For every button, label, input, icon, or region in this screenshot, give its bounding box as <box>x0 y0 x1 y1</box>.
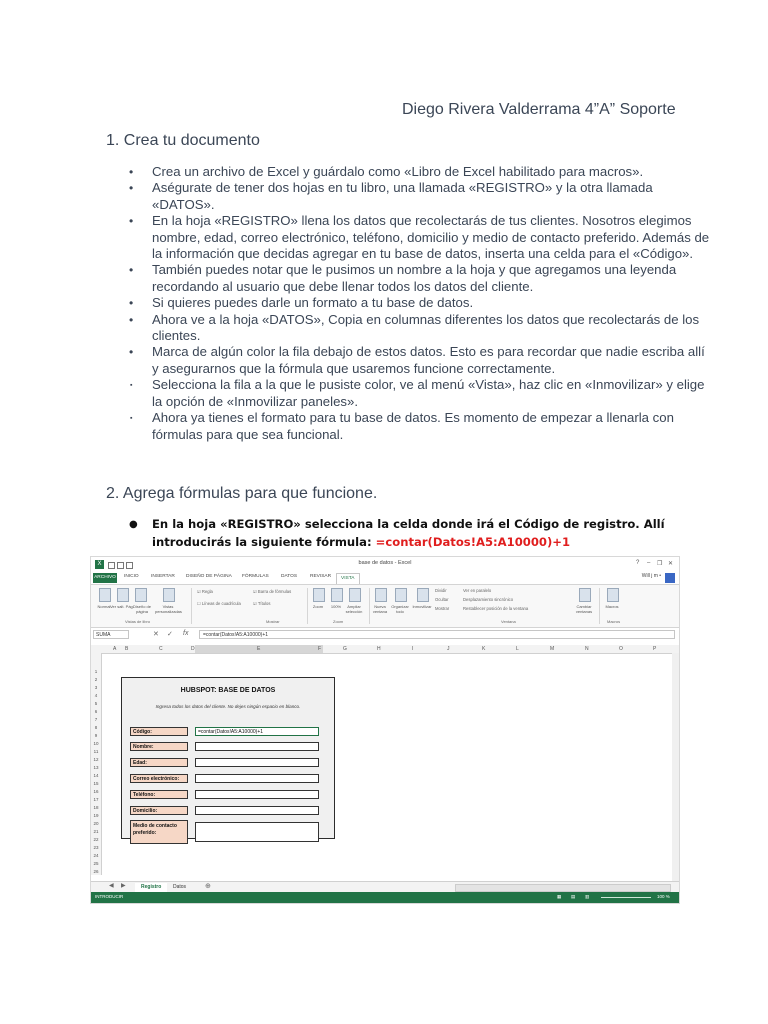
section-2-bullet <box>152 516 712 551</box>
new-window-icon[interactable] <box>375 588 387 602</box>
zoom-selection-button[interactable]: Ampliar selección <box>345 604 363 614</box>
normal-view-icon[interactable] <box>99 588 111 602</box>
zoom-100-icon[interactable] <box>331 588 343 602</box>
row-header[interactable]: 19 <box>93 813 99 818</box>
hide-button[interactable]: Ocultar <box>435 597 449 602</box>
ribbon-tabs <box>91 573 679 584</box>
row-header[interactable]: 18 <box>93 805 99 810</box>
tab-archivo[interactable]: ARCHIVO <box>93 573 117 583</box>
help-icon[interactable]: ? <box>636 560 640 566</box>
bullet-text: En la hoja «REGISTRO» selecciona la celda donde irá el Código de registro. Allí introducirás la siguiente fórmula: <box>152 517 665 549</box>
row-header[interactable]: 17 <box>93 797 99 802</box>
page-break-status-icon[interactable]: ▥ <box>585 894 590 899</box>
row-header[interactable]: 1 <box>94 669 98 674</box>
row-header[interactable]: 3 <box>94 685 98 690</box>
column-header[interactable]: C <box>159 646 163 652</box>
split-button[interactable]: Dividir <box>435 588 447 593</box>
group-label: Ventana <box>501 619 516 624</box>
horizontal-scrollbar[interactable] <box>455 884 671 892</box>
page-layout-icon[interactable] <box>135 588 147 602</box>
group-label: Vistas de libro <box>125 619 151 624</box>
formula-bar <box>91 630 679 641</box>
zoom-level[interactable]: 100 % <box>657 894 670 899</box>
user-account[interactable]: Will j m • <box>641 573 661 579</box>
column-header[interactable]: F <box>318 646 322 652</box>
zoom-slider[interactable] <box>601 897 651 898</box>
gridlines-checkbox[interactable]: ☐ Líneas de cuadrícula <box>197 601 241 606</box>
column-header[interactable]: K <box>482 646 486 652</box>
column-header[interactable]: G <box>343 646 347 652</box>
tab-diseno[interactable]: DISEÑO DE PÁGINA <box>186 574 232 579</box>
excel-screenshot <box>90 556 680 904</box>
column-header[interactable]: H <box>377 646 381 652</box>
zoom-icon[interactable] <box>313 588 325 602</box>
section-1-list <box>152 164 712 443</box>
zoom-button[interactable]: Zoom <box>312 604 324 609</box>
section-1-title: 1. Crea tu documento <box>106 132 260 149</box>
excel-title-bar <box>91 557 679 573</box>
page-break-button[interactable]: Ver salt. Pág. <box>110 604 134 609</box>
list-item: • Si quieres puedes darle un formato a tu base de datos. <box>152 295 712 311</box>
row-header[interactable]: 24 <box>93 853 99 858</box>
normal-view-button[interactable]: Normal <box>97 604 111 609</box>
field-label-nombre: Nombre: <box>130 742 188 751</box>
section-2-title: 2. Agrega fórmulas para que funcione. <box>106 485 378 502</box>
reset-position-button[interactable]: Restablecer posición de la ventana <box>463 606 529 611</box>
arrange-all-icon[interactable] <box>395 588 407 602</box>
row-header[interactable]: 26 <box>93 869 99 874</box>
column-header[interactable]: J <box>447 646 450 652</box>
next-sheet-icon[interactable]: ▶ <box>121 883 126 889</box>
field-label-edad: Edad: <box>130 758 188 767</box>
field-label-correo: Correo electrónico: <box>130 774 188 783</box>
list-item: • En la hoja «REGISTRO» llena los datos que recolectarás de tus clientes. Nosotros elegimos nombre, edad, correo electrónico, teléfono, domicilio y medio de contacto preferido. Además de la información que decidas agregar en tu base de datos, inserta una celda para el «Código». <box>152 213 712 262</box>
excel-logo-icon: X <box>95 560 104 569</box>
row-header[interactable]: 4 <box>94 693 98 698</box>
column-header[interactable]: D <box>191 646 195 652</box>
row-header[interactable]: 11 <box>93 749 99 754</box>
edad-cell[interactable] <box>195 758 319 767</box>
row-header[interactable]: 12 <box>93 757 99 762</box>
tab-vista[interactable]: VISTA <box>336 573 360 584</box>
row-header[interactable]: 15 <box>93 781 99 786</box>
row-header[interactable]: 10 <box>93 741 99 746</box>
row-headers <box>91 653 102 875</box>
row-header[interactable]: 5 <box>94 701 98 706</box>
add-sheet-icon[interactable]: ⊕ <box>205 883 211 890</box>
row-header[interactable]: 25 <box>93 861 99 866</box>
row-header[interactable]: 21 <box>93 829 99 834</box>
arrange-all-button[interactable]: Organizar todo <box>391 604 409 614</box>
column-header[interactable]: L <box>516 646 519 652</box>
nombre-cell[interactable] <box>195 742 319 751</box>
macros-button[interactable]: Macros <box>605 604 619 609</box>
headings-checkbox[interactable]: ☑ Títulos <box>253 601 271 606</box>
column-header[interactable]: A <box>113 646 117 652</box>
close-icon[interactable]: ✕ <box>668 561 674 567</box>
custom-views-icon[interactable] <box>163 588 175 602</box>
avatar[interactable] <box>665 573 675 583</box>
column-header[interactable]: E <box>257 646 261 652</box>
custom-views-button[interactable]: Vistas personalizadas <box>155 604 182 614</box>
formula-text: =contar(Datos!A5:A10000)+1 <box>375 534 571 549</box>
column-header[interactable]: O <box>619 646 623 652</box>
registration-form <box>121 677 335 839</box>
column-header[interactable]: M <box>550 646 555 652</box>
tab-revisar[interactable]: REVISAR <box>310 574 332 579</box>
column-header[interactable]: N <box>585 646 589 652</box>
row-header[interactable]: 22 <box>93 837 99 842</box>
list-item: • Ahora ve a la hoja «DATOS», Copia en columnas diferentes los datos que recolectarás de los clientes. <box>152 312 712 345</box>
side-by-side-button[interactable]: Ver en paralelo <box>463 588 492 593</box>
column-header[interactable]: B <box>125 646 129 652</box>
freeze-panes-button[interactable]: Inmovilizar <box>412 604 432 609</box>
vertical-scrollbar[interactable] <box>672 653 679 881</box>
freeze-panes-icon[interactable] <box>417 588 429 602</box>
normal-view-status-icon[interactable]: ▦ <box>557 894 562 899</box>
column-header[interactable]: P <box>653 646 657 652</box>
unhide-button[interactable]: Mostrar <box>435 606 450 611</box>
page-layout-button[interactable]: Diseño de página <box>132 604 151 614</box>
name-box[interactable]: SUMA <box>93 630 129 639</box>
domicilio-cell[interactable] <box>195 806 319 815</box>
enter-icon[interactable]: ✓ <box>167 631 173 638</box>
group-label: Macros <box>607 619 621 624</box>
macros-icon[interactable] <box>607 588 619 602</box>
row-header[interactable]: 2 <box>94 677 98 682</box>
list-item: • También puedes notar que le pusimos un nombre a la hoja y que agregamos una leyenda recordando al usuario que debe llenar todos los datos del cliente. <box>152 262 712 295</box>
zoom-selection-icon[interactable] <box>349 588 361 602</box>
list-item: • Crea un archivo de Excel y guárdalo como «Libro de Excel habilitado para macros». <box>152 164 712 180</box>
row-header[interactable]: 7 <box>94 717 98 722</box>
window-title: base de datos - Excel <box>358 560 412 566</box>
group-label: Mostrar <box>266 619 280 624</box>
column-headers <box>91 645 679 654</box>
tab-inicio[interactable]: INICIO <box>124 574 139 579</box>
page-break-icon[interactable] <box>117 588 129 602</box>
row-header[interactable]: 14 <box>93 773 99 778</box>
medio-contacto-cell[interactable] <box>195 822 319 842</box>
status-mode: INTRODUCIR <box>95 894 124 899</box>
divider <box>191 588 192 624</box>
row-header[interactable]: 13 <box>93 765 99 770</box>
ruler-checkbox[interactable]: ☑ Regla <box>197 589 213 594</box>
sync-scroll-button[interactable]: Desplazamiento sincrónico <box>463 597 514 602</box>
field-label-medio-contacto: Medio de contacto preferido: <box>130 820 188 844</box>
ribbon <box>91 584 679 628</box>
status-bar <box>91 892 679 903</box>
form-title: HUBSPOT: BASE DE DATOS <box>180 687 276 694</box>
row-header[interactable]: 9 <box>94 733 98 738</box>
field-label-codigo: Código: <box>130 727 188 736</box>
zoom-100-button[interactable]: 100% <box>330 604 342 609</box>
list-item: ▪ Ahora ya tienes el formato para tu base de datos. Es momento de empezar a llenarla con fórmulas para que sea funcional. <box>152 410 712 443</box>
formula-bar-checkbox[interactable]: ☑ Barra de fórmulas <box>253 589 292 594</box>
author-line: Diego Rivera Valderrama 4”A” Soporte <box>402 101 676 118</box>
list-item: • Aségurate de tener dos hojas en tu libro, una llamada «REGISTRO» y la otra llamada «DATOS». <box>152 180 712 213</box>
cancel-icon[interactable]: ✕ <box>153 631 159 638</box>
field-label-telefono: Teléfono: <box>130 790 188 799</box>
column-header[interactable]: I <box>412 646 414 652</box>
restore-icon[interactable]: ❐ <box>657 561 663 567</box>
prev-sheet-icon[interactable]: ◀ <box>109 883 114 889</box>
switch-windows-icon[interactable] <box>579 588 591 602</box>
row-header[interactable]: 8 <box>94 725 98 730</box>
list-item: ▪ Selecciona la fila a la que le pusiste color, ve al menú «Vista», haz clic en «Inmovilizar» y elige la opción de «Inmovilizar paneles». <box>152 377 712 410</box>
group-label: Zoom <box>333 619 344 624</box>
form-subtitle: Ingresa todos los datos del cliente. No dejes ningún espacio en blanco. <box>155 704 301 709</box>
switch-windows-button[interactable]: Cambiar ventanas <box>575 604 593 614</box>
sheet-tab-datos[interactable]: Datos <box>173 884 187 890</box>
page-layout-status-icon[interactable]: ▤ <box>571 894 576 899</box>
new-window-button[interactable]: Nueva ventana <box>372 604 388 614</box>
codigo-cell[interactable]: =contar(Datos!A5:A10000)+1 <box>195 727 319 736</box>
formula-input[interactable]: =contar(Datos!A5:A10000)+1 <box>199 630 675 639</box>
minimize-icon[interactable]: – <box>647 560 651 566</box>
sheet-tab-registro[interactable]: Registro <box>135 883 167 893</box>
tab-insertar[interactable]: INSERTAR <box>151 574 175 579</box>
row-header[interactable]: 20 <box>93 821 99 826</box>
list-item: • Marca de algún color la fila debajo de estos datos. Esto es para recordar que nadie escriba allí y asegurarnos que la fórmula que usaremos funcione correctamente. <box>152 344 712 377</box>
tab-formulas[interactable]: FÓRMULAS <box>242 574 269 579</box>
row-header[interactable]: 6 <box>94 709 98 714</box>
row-header[interactable]: 16 <box>93 789 99 794</box>
tab-datos[interactable]: DATOS <box>281 574 298 579</box>
function-icon[interactable]: fx <box>183 630 189 637</box>
telefono-cell[interactable] <box>195 790 319 799</box>
correo-cell[interactable] <box>195 774 319 783</box>
field-label-domicilio: Domicilio: <box>130 806 188 815</box>
row-header[interactable]: 23 <box>93 845 99 850</box>
